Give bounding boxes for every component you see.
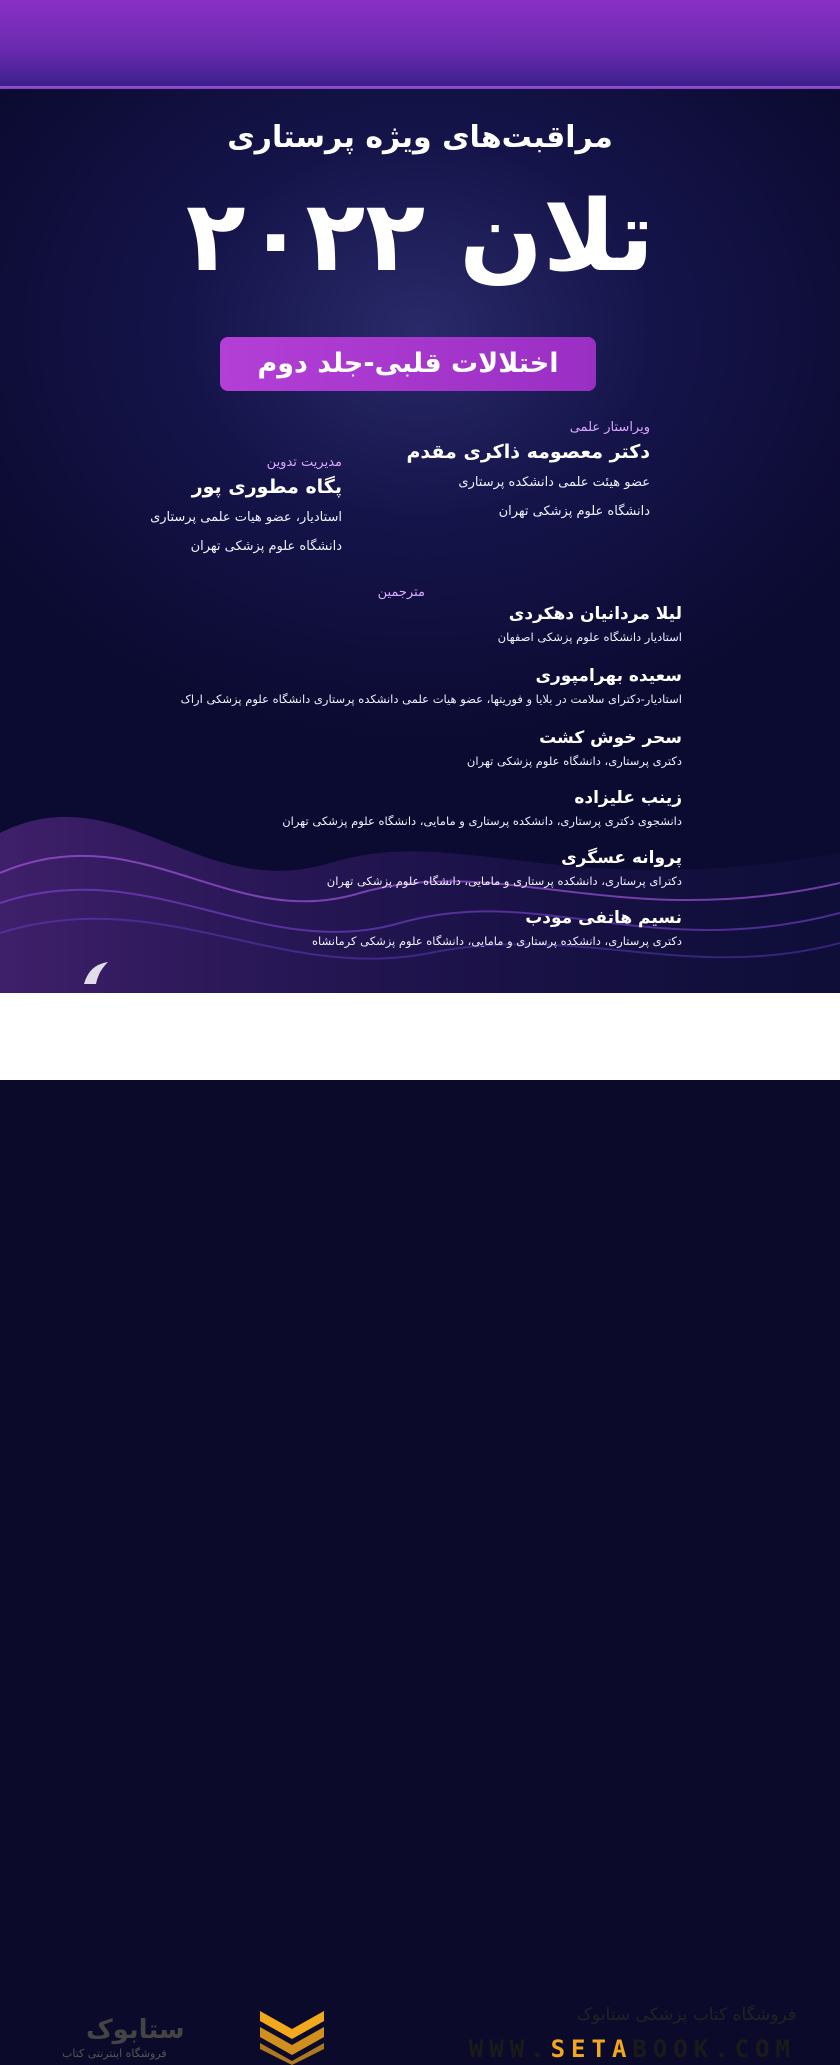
compilation-manager-block: [22, 455, 342, 554]
url-suffix: BOOK.COM: [632, 2035, 796, 2063]
editor-info-2: دانشگاه علوم پزشکی تهران: [498, 504, 650, 519]
cover-top-band-line: [0, 86, 840, 89]
url-highlight: SETA: [550, 2035, 633, 2063]
translators-role: مترجمین: [377, 585, 425, 600]
shop-url[interactable]: [469, 2035, 796, 2063]
translator-name: زینب علیزاده: [574, 788, 682, 808]
translator-item: [42, 666, 682, 706]
manager-name: پگاه مطوری پور: [191, 476, 342, 498]
manager-role: مدیریت تدوین: [266, 455, 342, 470]
editor-role: ویراستار علمی: [569, 420, 650, 435]
publisher-logo-icon: [78, 958, 114, 988]
manager-info-1: استادیار، عضو هیات علمی پرستاری: [150, 510, 342, 525]
translator-name: سحر خوش کشت: [539, 728, 682, 748]
translator-info: استادیار دانشگاه علوم پزشکی اصفهان: [497, 630, 682, 644]
translator-info: دکتری پرستاری، دانشگاه علوم پزشکی تهران: [466, 754, 682, 768]
brand-wordmark: ستابوک: [86, 2015, 185, 2045]
translator-info: دکترای پرستاری، دانشکده پرستاری و مامایی، دانشگاه علوم پزشکی تهران: [326, 874, 682, 888]
translator-name: سعیده بهرامپوری: [535, 666, 682, 686]
translator-item: [42, 908, 682, 948]
translator-name: لیلا مردانیان دهکردی: [508, 604, 682, 624]
book-cover: [0, 0, 840, 993]
cover-title: تلان ۲۰۲۲: [185, 180, 655, 294]
translator-info: استادیار-دکترای سلامت در بلایا و فوریتها، عضو هیات علمی دانشکده پرستاری دانشگاه علوم پزشکی اراک: [180, 692, 682, 706]
cover-subtitle: مراقبت‌های ویژه پرستاری: [227, 120, 613, 155]
brand-tagline: فروشگاه اینترنتی کتاب: [62, 2047, 167, 2060]
translator-info: دکتری پرستاری، دانشکده پرستاری و مامایی، دانشگاه علوم پزشکی کرمانشاه: [312, 934, 682, 948]
volume-badge: اختلالات قلبی-جلد دوم: [220, 337, 596, 391]
translator-name: نسیم هاتفی مودب: [525, 908, 682, 928]
manager-info-2: دانشگاه علوم پزشکی تهران: [190, 539, 342, 554]
cover-top-band: [0, 0, 840, 88]
translator-item: [42, 788, 682, 828]
editor-info-1: عضو هیئت علمی دانشکده پرستاری: [458, 475, 650, 490]
translator-item: [42, 728, 682, 768]
setabook-chevron-logo-icon: [256, 2005, 328, 2065]
translator-name: پروانه عسگری: [561, 848, 682, 868]
translator-item: [42, 848, 682, 888]
translator-item: [42, 604, 682, 644]
scientific-editor-block: [330, 420, 650, 519]
translator-info: دانشجوی دکتری پرستاری، دانشکده پرستاری و مامایی، دانشگاه علوم پزشکی تهران: [282, 814, 682, 828]
shop-footer-banner: [0, 993, 840, 2063]
editor-name: دکتر معصومه ذاکری مقدم: [406, 441, 650, 463]
url-prefix: WWW.: [468, 2035, 551, 2063]
shop-name: فروشگاه کتاب پزشکی ستابوک: [576, 2005, 796, 2025]
